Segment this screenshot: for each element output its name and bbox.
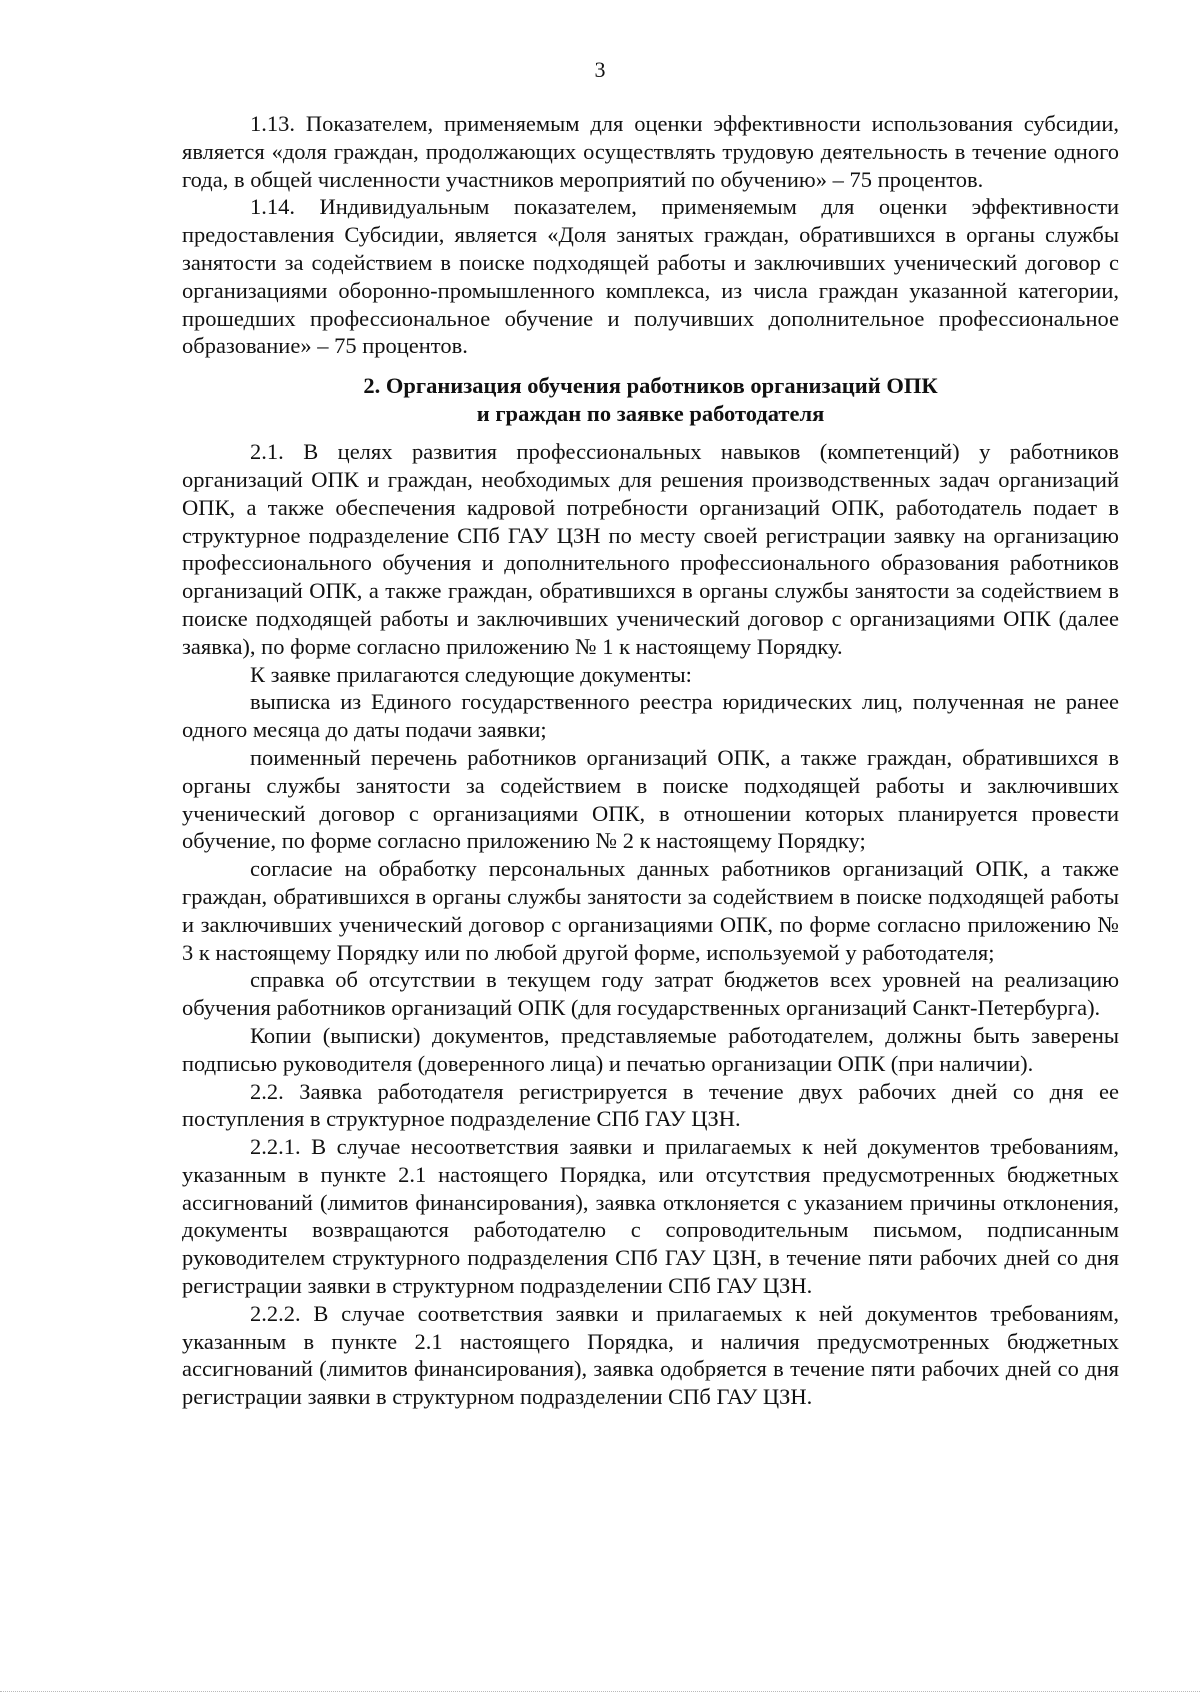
scan-edge-divider	[0, 1691, 1200, 1692]
section-heading-line: и граждан по заявке работодателя	[476, 401, 825, 427]
paragraph: справка об отсутствии в текущем году затрат бюджетов всех уровней на реализацию обучения работников организаций ОПК (для государственных организаций Санкт-Петербурга).	[182, 967, 1119, 1021]
paragraph: Копии (выписки) документов, представляемые работодателем, должны быть заверены подписью руководителя (доверенного лица) и печатью организации ОПК (при наличии).	[182, 1022, 1119, 1076]
paragraph: 1.14. Индивидуальным показателем, применяемым для оценки эффективности предоставления Субсидии, является «Доля занятых граждан, обратившихся в органы службы занятости за содействием в поиске подходящей работы и заключивших ученический договор с организациями оборонно-промышленного комплекса, из числа граждан указанной категории, прошедших профессиональное обучение и получивших дополнительное профессиональное образование» – 75 процентов.	[182, 194, 1119, 359]
page-number: 3	[594, 57, 606, 82]
document-body	[182, 110, 1119, 1411]
section-heading-line: 2. Организация обучения работников организаций ОПК	[363, 373, 938, 399]
paragraph: 2.2.1. В случае несоответствия заявки и прилагаемых к ней документов требованиям, указанным в пункте 2.1 настоящего Порядка, или отсутствия предусмотренных бюджетных ассигнований (лимитов финансирования), заявка отклоняется с указанием причины отклонения, документы возвращаются работодателю с сопроводительным письмом, подписанным руководителем структурного подразделения СПб ГАУ ЦЗН, в течение пяти рабочих дней со дня регистрации заявки в структурном подразделении СПб ГАУ ЦЗН.	[182, 1134, 1119, 1299]
paragraph: выписка из Единого государственного реестра юридических лиц, полученная не ранее одного месяца до даты подачи заявки;	[182, 689, 1119, 743]
paragraph: 2.1. В целях развития профессиональных навыков (компетенций) у работников организаций ОПК и граждан, необходимых для решения производственных задач организаций ОПК, а также обеспечения кадровой потребности организаций ОПК, работодатель подает в структурное подразделение СПб ГАУ ЦЗН по месту своей регистрации заявку на организацию профессионального обучения и дополнительного профессионального образования работников организаций ОПК, а также граждан, обратившихся в органы службы занятости за содействием в поиске подходящей работы и заключивших ученический договор с организациями ОПК (далее заявка), по форме согласно приложению № 1 к настоящему Порядку.	[182, 439, 1119, 659]
paragraph: поименный перечень работников организаций ОПК, а также граждан, обратившихся в органы службы занятости за содействием в поиске подходящей работы и заключивших ученический договор с организациями ОПК, в отношении которых планируется провести обучение, по форме согласно приложению № 2 к настоящему Порядку;	[182, 744, 1119, 854]
paragraph: 2.2.2. В случае соответствия заявки и прилагаемых к ней документов требованиям, указанным в пункте 2.1 настоящего Порядка, и наличия предусмотренных бюджетных ассигнований (лимитов финансирования), заявка одобряется в течение пяти рабочих дней со дня регистрации заявки в структурном подразделении СПб ГАУ ЦЗН.	[182, 1300, 1119, 1410]
paragraph: К заявке прилагаются следующие документы:	[250, 661, 692, 687]
paragraph: 1.13. Показателем, применяемым для оценки эффективности использования субсидии, является «доля граждан, продолжающих осуществлять трудовую деятельность в течение одного года, в общей численности участников мероприятий по обучению» – 75 процентов.	[182, 111, 1119, 192]
section-heading	[182, 372, 1119, 428]
paragraph: 2.2. Заявка работодателя регистрируется в течение двух рабочих дней со дня ее поступления в структурное подразделение СПб ГАУ ЦЗН.	[182, 1078, 1119, 1132]
paragraph: согласие на обработку персональных данных работников организаций ОПК, а также граждан, обратившихся в органы службы занятости за содействием в поиске подходящей работы и заключивших ученический договор с организациями ОПК, по форме согласно приложению № 3 к настоящему Порядку или по любой другой форме, используемой у работодателя;	[182, 856, 1119, 965]
